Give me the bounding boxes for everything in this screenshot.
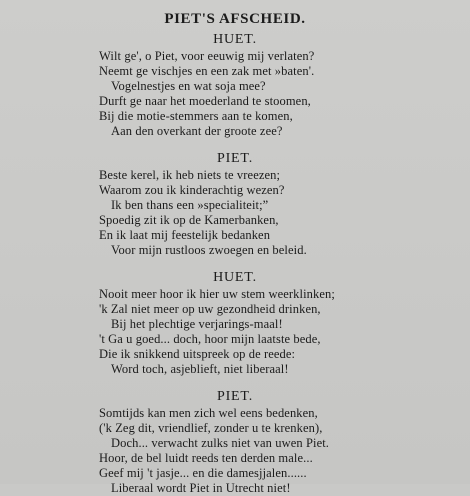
verse-line: Nooit meer hoor ik hier uw stem weerklinken; [99, 287, 335, 301]
verse-line: Wilt ge', o Piet, voor eeuwig mij verlaten? [99, 49, 315, 63]
verse-line: Somtijds kan men zich wel eens bedenken, [99, 406, 318, 420]
verse-line: Beste kerel, ik heb niets te vreezen; [99, 168, 281, 182]
verse-line: Geef mij 't jasje... en die damesjjalen...... [99, 466, 307, 480]
stanza-gap [0, 139, 470, 149]
verse-line: Word toch, asjeblieft, niet liberaal! [111, 362, 289, 376]
speaker-heading: PIET. [216, 389, 253, 404]
speaker-heading: PIET. [216, 151, 253, 166]
speaker-heading: HUET. [213, 270, 257, 285]
verse-line: Voor mijn rustloos zwoegen en beleid. [111, 243, 307, 257]
speaker-heading: HUET. [213, 32, 257, 47]
stanza-2 [0, 149, 470, 258]
verse-line: Hoor, de bel luidt reeds ten derden male... [99, 451, 313, 465]
verse-line: ('k Zeg dit, vriendlief, zonder u te krenken), [99, 421, 323, 435]
verse-line: En ik laat mij feestelijk bedanken [99, 228, 271, 242]
verse-line: Neemt ge vischjes en een zak met »baten'. [99, 64, 315, 78]
verse-line: Doch... verwacht zulks niet van uwen Piet. [111, 436, 330, 450]
stanza-1 [0, 30, 470, 139]
verse-line: Waarom zou ik kinderachtig wezen? [99, 183, 285, 197]
verse-line: Liberaal wordt Piet in Utrecht niet! [111, 481, 291, 495]
stanza-3 [0, 268, 470, 377]
verse-line: Aan den overkant der groote zee? [111, 124, 283, 138]
verse-line: Spoedig zit ik op de Kamerbanken, [99, 213, 279, 227]
verse-line: Bij die motie-stemmers aan te komen, [99, 109, 293, 123]
stanza-gap [0, 258, 470, 268]
stanza-4 [0, 387, 470, 496]
verse-line: 'k Zal niet meer op uw gezondheid drinken, [99, 302, 321, 316]
verse-line: 't Ga u goed... doch, hoor mijn laatste bede, [99, 332, 321, 346]
verse-line: Bij het plechtige verjarings-maal! [111, 317, 283, 331]
verse-line: Ik ben thans een »specialiteit;” [111, 198, 269, 212]
poem-title: PIET'S AFSCHEID. [164, 11, 306, 27]
verse-line: Die ik snikkend uitspreek op de reede: [99, 347, 296, 361]
verse-line: Vogelnestjes en wat soja mee? [111, 79, 266, 93]
stanza-gap [0, 377, 470, 387]
verse-line: Durft ge naar het moederland te stoomen, [99, 94, 311, 108]
